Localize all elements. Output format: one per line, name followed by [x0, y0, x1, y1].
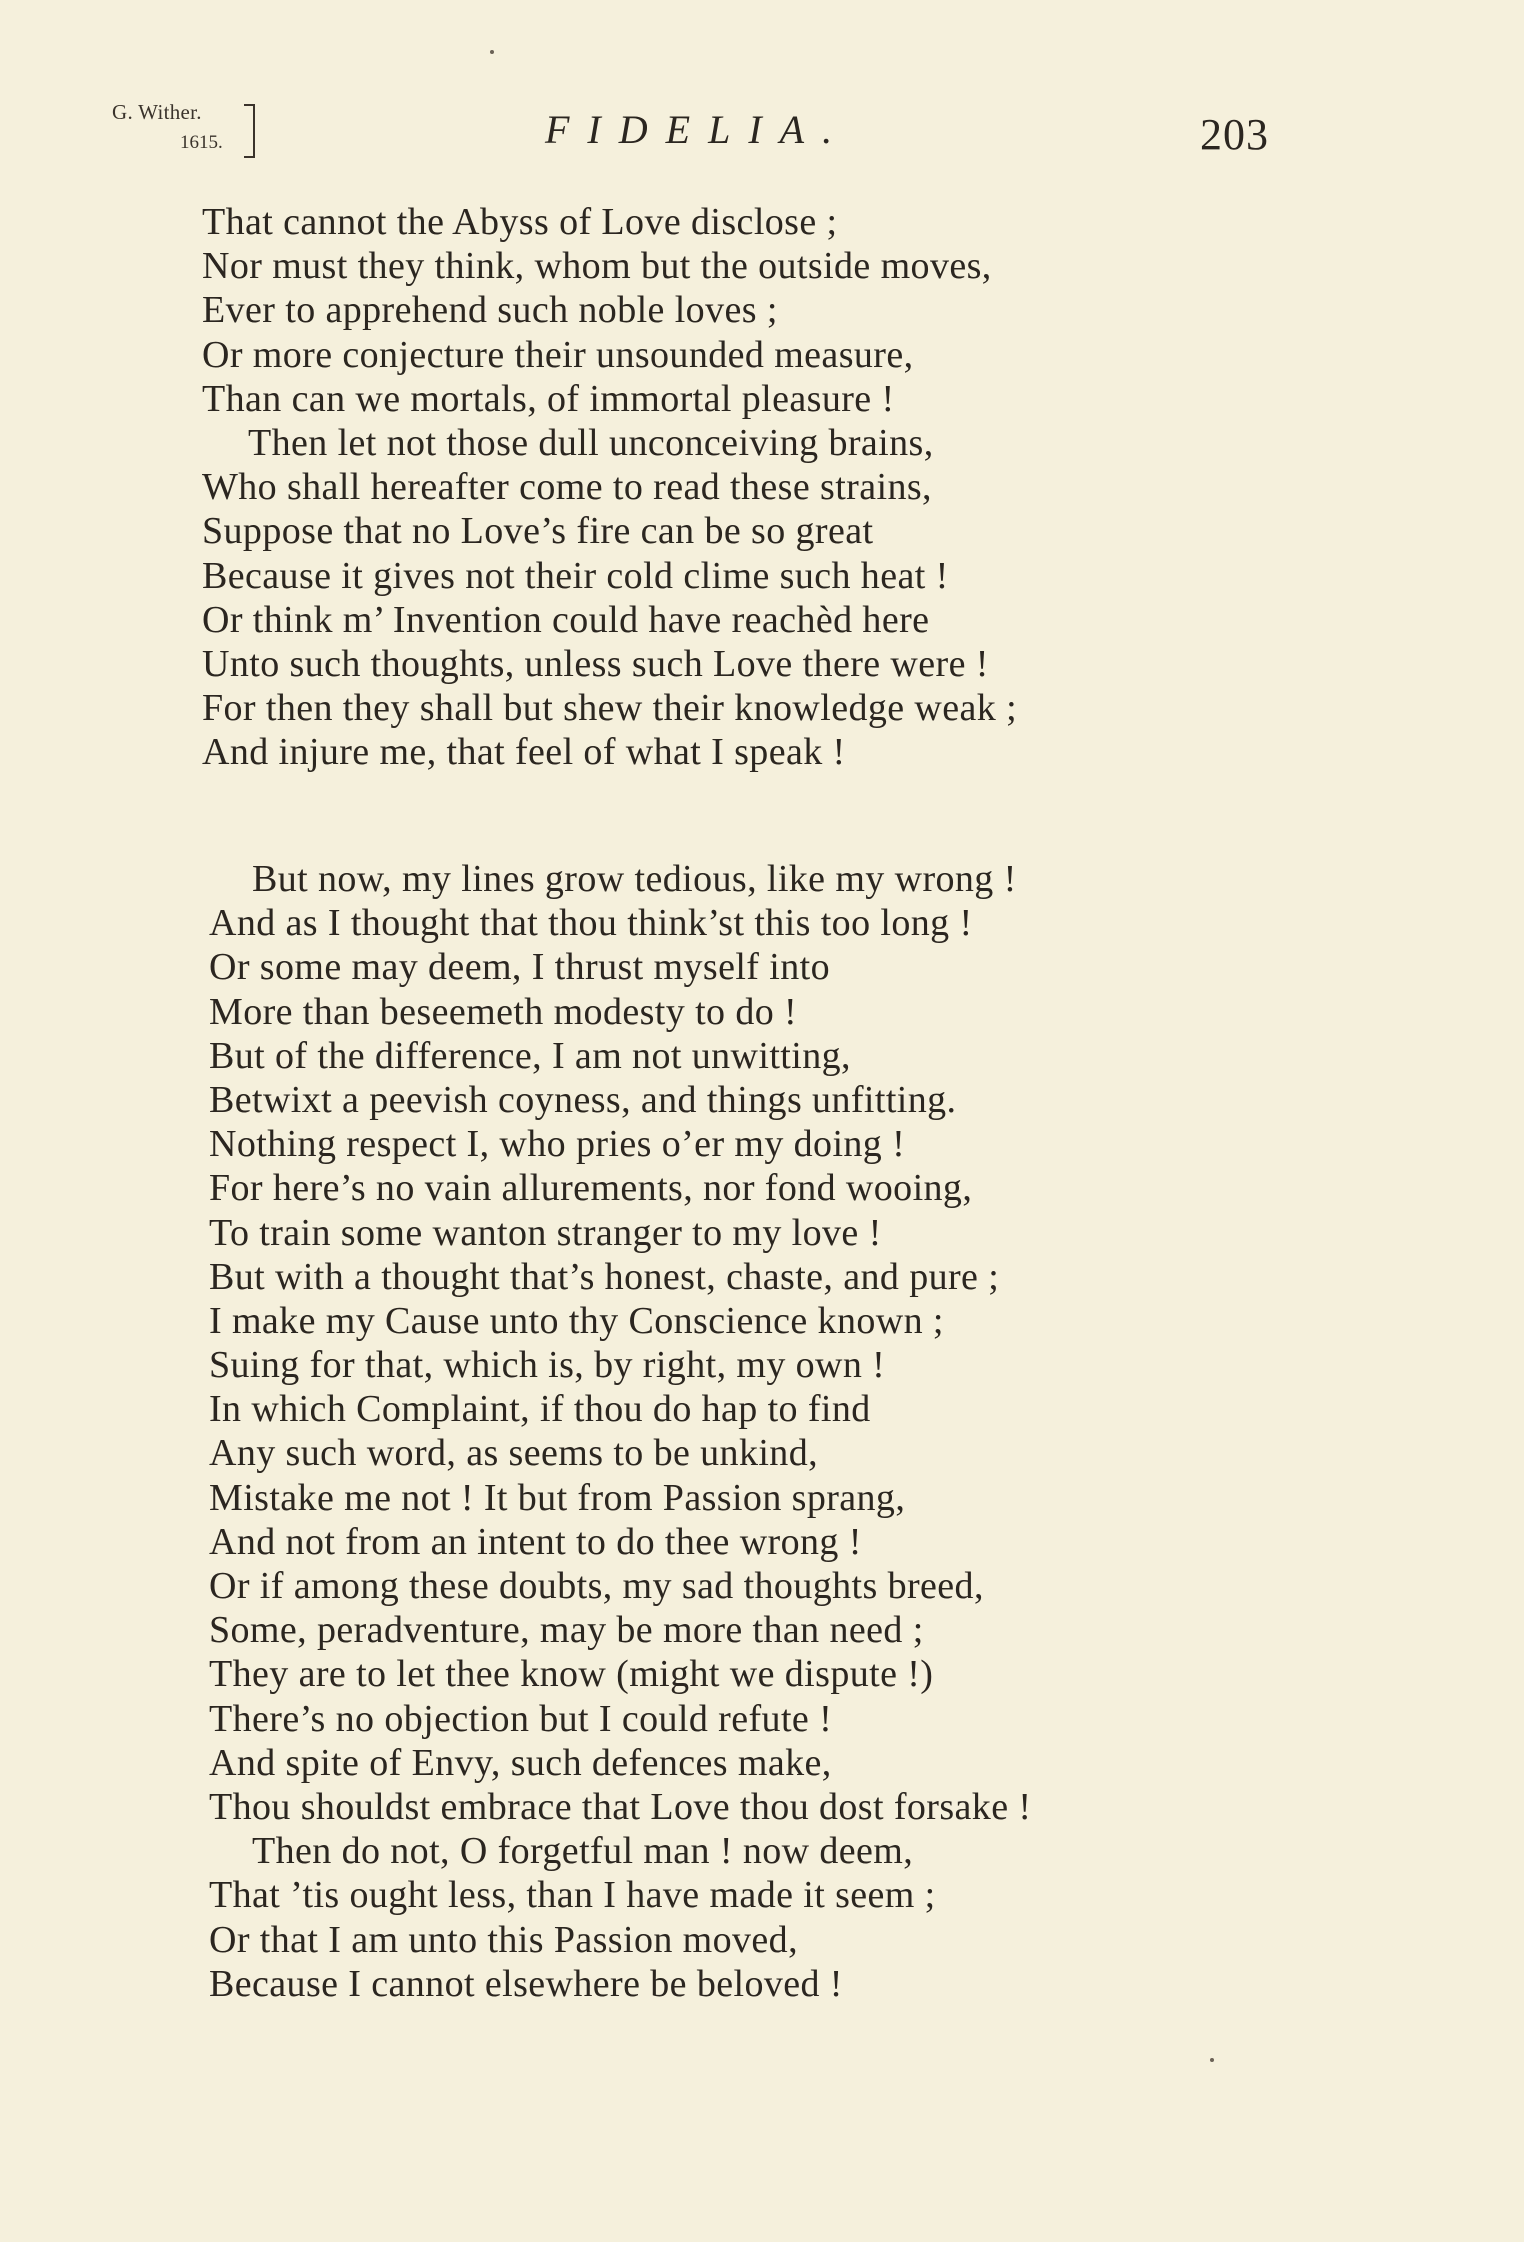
header-bracket	[244, 104, 255, 158]
verse-line: Then let not those dull unconceiving brains,	[248, 421, 934, 464]
verse-line: In which Complaint, if thou do hap to find	[209, 1388, 871, 1431]
verse-line: Because it gives not their cold clime such heat !	[202, 554, 949, 597]
verse-line: Or if among these doubts, my sad thoughts breed,	[209, 1565, 984, 1607]
verse-line: And spite of Envy, such defences make,	[209, 1741, 832, 1784]
paper-speck	[1210, 2058, 1214, 2062]
verse-line: And not from an intent to do thee wrong !	[209, 1520, 862, 1563]
verse-line: Nothing respect I, who pries o’er my doing !	[209, 1123, 906, 1166]
stanza-2	[0, 857, 1524, 2006]
header-author: G. Wither.	[112, 100, 202, 124]
verse-line: Any such word, as seems to be unkind,	[209, 1432, 818, 1475]
verse-line: Or think m’ Invention could have reachèd here	[202, 598, 930, 641]
running-title: FIDELIA.	[545, 107, 851, 152]
verse-line: And as I thought that thou think’st this too long !	[209, 902, 973, 945]
header-year: 1615.	[180, 132, 223, 153]
verse-line: For here’s no vain allurements, nor fond wooing,	[209, 1167, 973, 1210]
paper-speck	[490, 50, 494, 54]
verse-line: But of the difference, I am not unwitting,	[209, 1034, 851, 1077]
verse-line: I make my Cause unto thy Conscience known ;	[209, 1299, 944, 1342]
verse-line: Because I cannot elsewhere be beloved !	[209, 1962, 843, 2005]
verse-line: Some, peradventure, may be more than need ;	[209, 1609, 924, 1652]
verse-line: Suing for that, which is, by right, my own !	[209, 1344, 886, 1387]
verse-line: Betwixt a peevish coyness, and things unfitting.	[209, 1078, 957, 1121]
verse-line: Mistake me not ! It but from Passion sprang,	[209, 1476, 906, 1519]
verse-line: They are to let thee know (might we dispute !)	[209, 1653, 934, 1696]
verse-line: Who shall hereafter come to read these strains,	[202, 466, 932, 509]
verse-line: That cannot the Abyss of Love disclose ;	[202, 201, 838, 243]
verse-line: Than can we mortals, of immortal pleasure !	[202, 377, 895, 420]
verse-line: More than beseemeth modesty to do !	[209, 990, 798, 1033]
verse-line: Or more conjecture their unsounded measure,	[202, 333, 914, 376]
verse-line: Thou shouldst embrace that Love thou dost forsake !	[209, 1785, 1032, 1828]
verse-line: To train some wanton stranger to my love !	[209, 1211, 882, 1254]
verse-line: Nor must they think, whom but the outside moves,	[202, 245, 992, 288]
verse-line: There’s no objection but I could refute !	[209, 1697, 833, 1740]
verse-line: But now, my lines grow tedious, like my wrong !	[252, 858, 1017, 900]
verse-line: And injure me, that feel of what I speak !	[202, 731, 846, 774]
verse-line: Unto such thoughts, unless such Love there were !	[202, 642, 989, 685]
page-number: 203	[1200, 110, 1269, 159]
verse-line: Or some may deem, I thrust myself into	[209, 946, 830, 989]
verse-line: Suppose that no Love’s fire can be so great	[202, 510, 874, 553]
verse-line: For then they shall but shew their knowledge weak ;	[202, 687, 1018, 730]
stanza-1	[0, 200, 1524, 774]
verse-line: That ’tis ought less, than I have made it seem ;	[209, 1874, 936, 1917]
verse-line: But with a thought that’s honest, chaste, and pure ;	[209, 1255, 1000, 1298]
verse-line: Then do not, O forgetful man ! now deem,	[252, 1830, 914, 1873]
verse-line: Or that I am unto this Passion moved,	[209, 1918, 798, 1961]
verse-line: Ever to apprehend such noble loves ;	[202, 289, 778, 332]
